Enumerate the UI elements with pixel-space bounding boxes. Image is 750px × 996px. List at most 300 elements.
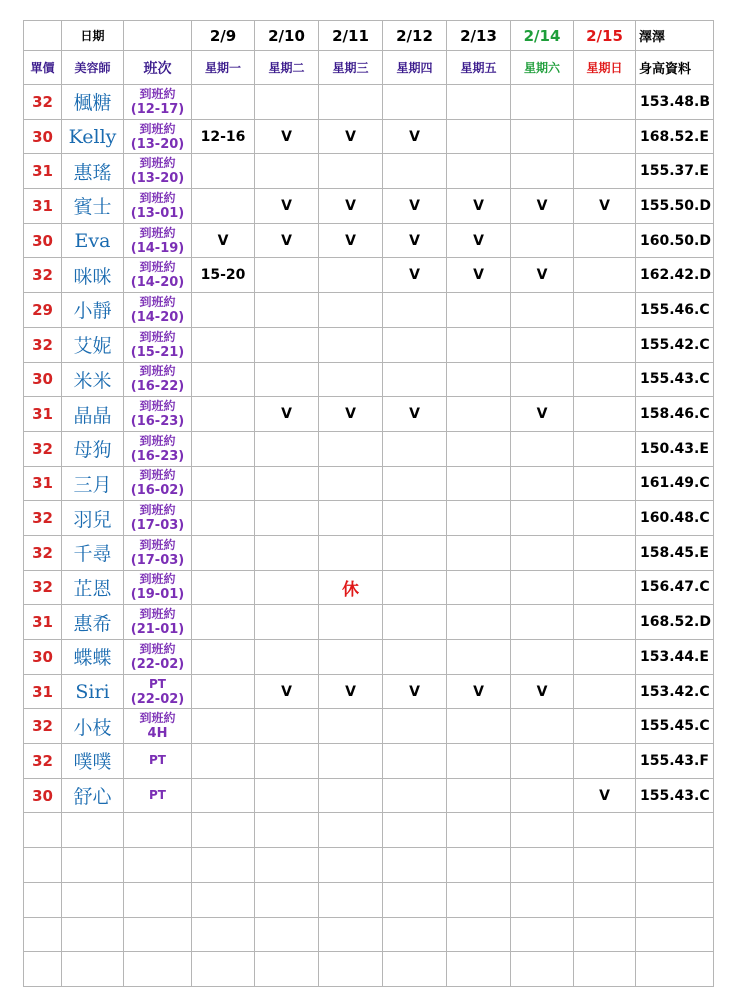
empty-row (24, 882, 714, 917)
day-cell (447, 605, 511, 640)
stylist-name-cell: 舒心 (62, 778, 124, 813)
shift-cell (124, 674, 192, 709)
shift-line-2: (13-20) (130, 136, 185, 152)
table-row (24, 570, 714, 605)
stylist-name-cell: 楓糖 (62, 85, 124, 120)
day-cell (383, 154, 447, 189)
empty-row (24, 848, 714, 883)
day-cell (255, 709, 319, 744)
empty-cell (62, 813, 124, 848)
shift-line-2: (14-19) (130, 240, 185, 256)
day-cell (383, 466, 447, 501)
table-row (24, 431, 714, 466)
shift-cell (124, 466, 192, 501)
shift-line-1: 到班約 (139, 294, 176, 309)
stylist-name-cell: 羽兒 (62, 501, 124, 536)
table-row (24, 535, 714, 570)
day-cell: V (383, 223, 447, 258)
day-cell (192, 674, 255, 709)
price-cell: 29 (24, 293, 62, 328)
day-cell (574, 397, 636, 432)
date-header-sunday: 2/15 (574, 21, 636, 51)
empty-cell (383, 882, 447, 917)
empty-cell (319, 848, 383, 883)
day-cell (255, 85, 319, 120)
corner-label: 澤澤 (636, 21, 714, 51)
shift-line-2: (14-20) (130, 309, 185, 325)
day-cell (319, 535, 383, 570)
height-data-cell: 156.47.C (636, 570, 714, 605)
table-row (24, 501, 714, 536)
day-cell (383, 431, 447, 466)
shift-line-1: 到班約 (139, 86, 176, 101)
day-cell (255, 431, 319, 466)
day-cell (192, 605, 255, 640)
price-cell: 31 (24, 674, 62, 709)
day-cell (255, 154, 319, 189)
stylist-name-cell: 惠瑤 (62, 154, 124, 189)
table-row (24, 362, 714, 397)
price-cell: 32 (24, 431, 62, 466)
day-cell (192, 640, 255, 675)
price-cell: 32 (24, 258, 62, 293)
shift-line-1: 到班約 (139, 433, 176, 448)
empty-cell (24, 848, 62, 883)
day-cell (511, 431, 574, 466)
empty-cell (24, 952, 62, 987)
shift-line-2: (15-21) (130, 344, 185, 360)
shift-line-1: 到班約 (139, 329, 176, 344)
day-cell (511, 154, 574, 189)
day-cell: V (192, 223, 255, 258)
day-cell (511, 744, 574, 779)
shift-line-1: 到班約 (139, 607, 176, 622)
shift-line-2: (16-22) (130, 379, 185, 395)
day-cell: V (319, 674, 383, 709)
shift-line-2: (22-02) (130, 691, 185, 707)
day-cell (319, 778, 383, 813)
shift-cell (124, 189, 192, 224)
height-data-cell: 160.50.D (636, 223, 714, 258)
day-cell (574, 674, 636, 709)
shift-cell (124, 778, 192, 813)
empty-cell (383, 952, 447, 987)
day-cell (319, 327, 383, 362)
empty-cell (124, 848, 192, 883)
price-cell: 31 (24, 154, 62, 189)
table-row (24, 605, 714, 640)
schedule-table (23, 20, 714, 987)
empty-row (24, 952, 714, 987)
table-row (24, 640, 714, 675)
header-blank-cell (24, 21, 62, 51)
empty-cell (636, 848, 714, 883)
header-row-dates (24, 21, 714, 51)
shift-line-1: 到班約 (139, 190, 176, 205)
empty-cell (192, 848, 255, 883)
table-row (24, 778, 714, 813)
height-data-cell: 168.52.E (636, 119, 714, 154)
empty-cell (511, 848, 574, 883)
empty-cell (574, 813, 636, 848)
day-cell (192, 189, 255, 224)
day-cell (192, 744, 255, 779)
day-cell: V (383, 119, 447, 154)
shift-line-2: (14-20) (130, 275, 185, 291)
empty-cell (62, 917, 124, 952)
day-cell: V (574, 778, 636, 813)
day-cell: V (511, 674, 574, 709)
shift-line-1: PT (149, 753, 166, 768)
day-cell: V (319, 119, 383, 154)
price-cell: 32 (24, 535, 62, 570)
height-data-cell: 155.42.C (636, 327, 714, 362)
height-data-cell: 155.50.D (636, 189, 714, 224)
date-header-saturday: 2/14 (511, 21, 574, 51)
empty-cell (255, 882, 319, 917)
shift-cell (124, 154, 192, 189)
day-cell (447, 778, 511, 813)
shift-cell (124, 501, 192, 536)
empty-cell (383, 813, 447, 848)
day-cell (192, 778, 255, 813)
day-cell: 12-16 (192, 119, 255, 154)
price-cell: 32 (24, 327, 62, 362)
shift-line-1: PT (149, 676, 166, 691)
shift-line-2: (17-03) (130, 552, 185, 568)
day-cell (383, 362, 447, 397)
day-cell (511, 778, 574, 813)
price-cell: 30 (24, 778, 62, 813)
shift-line-2: (16-02) (130, 483, 185, 499)
shift-cell (124, 744, 192, 779)
height-data-cell: 155.37.E (636, 154, 714, 189)
empty-cell (319, 917, 383, 952)
day-cell (447, 119, 511, 154)
day-cell (511, 119, 574, 154)
day-cell (574, 154, 636, 189)
day-cell (319, 640, 383, 675)
shift-cell (124, 327, 192, 362)
stylist-name-cell: 賓士 (62, 189, 124, 224)
header-blank-cell (124, 21, 192, 51)
empty-cell (447, 882, 511, 917)
day-cell (319, 85, 383, 120)
table-row (24, 189, 714, 224)
shift-cell (124, 431, 192, 466)
empty-cell (447, 952, 511, 987)
shift-line-1: 到班約 (139, 468, 176, 483)
price-cell: 32 (24, 501, 62, 536)
empty-cell (636, 952, 714, 987)
day-cell (447, 501, 511, 536)
stylist-name-cell: Kelly (62, 119, 124, 154)
shift-line-1: 到班約 (139, 711, 176, 726)
stylist-name-cell: 母狗 (62, 431, 124, 466)
day-cell (383, 85, 447, 120)
empty-cell (62, 848, 124, 883)
day-cell (383, 293, 447, 328)
price-cell: 30 (24, 119, 62, 154)
empty-row (24, 813, 714, 848)
day-cell (511, 223, 574, 258)
day-cell: V (255, 397, 319, 432)
shift-line-1: 到班約 (139, 364, 176, 379)
day-cell (574, 223, 636, 258)
day-cell (319, 744, 383, 779)
empty-cell (255, 952, 319, 987)
shift-cell (124, 640, 192, 675)
shift-cell (124, 709, 192, 744)
day-cell (447, 362, 511, 397)
day-cell (255, 362, 319, 397)
table-row (24, 744, 714, 779)
day-cell (255, 327, 319, 362)
height-data-cell: 155.45.C (636, 709, 714, 744)
shift-line-2: (21-01) (130, 622, 185, 638)
day-cell (511, 570, 574, 605)
height-data-cell: 155.43.C (636, 778, 714, 813)
day-cell (255, 258, 319, 293)
day-cell (192, 431, 255, 466)
day-cell: V (447, 258, 511, 293)
height-data-cell: 153.44.E (636, 640, 714, 675)
table-row (24, 327, 714, 362)
price-cell: 32 (24, 570, 62, 605)
height-data-cell: 158.46.C (636, 397, 714, 432)
day-cell (192, 709, 255, 744)
price-cell: 31 (24, 397, 62, 432)
shift-cell (124, 535, 192, 570)
shift-line-1: 到班約 (139, 641, 176, 656)
day-cell (192, 362, 255, 397)
stylist-name-cell: 小靜 (62, 293, 124, 328)
day-cell: V (447, 223, 511, 258)
shift-line-1: PT (149, 788, 166, 803)
header-row-weekdays (24, 51, 714, 85)
height-data-cell: 150.43.E (636, 431, 714, 466)
empty-row (24, 917, 714, 952)
shift-line-1: 到班約 (139, 260, 176, 275)
weekday-header-sunday: 星期日 (574, 51, 636, 85)
day-cell (192, 570, 255, 605)
data-header: 身高資料 (636, 51, 714, 85)
day-cell (511, 327, 574, 362)
shift-line-2: 4H (147, 726, 168, 742)
empty-cell (636, 813, 714, 848)
weekday-header: 星期一 (192, 51, 255, 85)
day-cell (255, 293, 319, 328)
shift-header: 班次 (124, 51, 192, 85)
height-data-cell: 168.52.D (636, 605, 714, 640)
day-cell (574, 258, 636, 293)
price-cell: 30 (24, 362, 62, 397)
price-cell: 32 (24, 709, 62, 744)
empty-cell (574, 952, 636, 987)
shift-line-2: (22-02) (130, 656, 185, 672)
shift-line-2: (16-23) (130, 414, 185, 430)
day-cell (192, 154, 255, 189)
empty-cell (636, 882, 714, 917)
empty-cell (574, 917, 636, 952)
date-header: 2/11 (319, 21, 383, 51)
day-cell (255, 744, 319, 779)
empty-cell (319, 813, 383, 848)
shift-line-1: 到班約 (139, 537, 176, 552)
day-cell (319, 431, 383, 466)
empty-cell (24, 813, 62, 848)
stylist-name-cell: 咪咪 (62, 258, 124, 293)
height-data-cell: 160.48.C (636, 501, 714, 536)
empty-cell (511, 952, 574, 987)
day-cell (574, 327, 636, 362)
shift-cell (124, 223, 192, 258)
date-header: 2/12 (383, 21, 447, 51)
empty-cell (319, 952, 383, 987)
day-cell: V (319, 397, 383, 432)
shift-line-2: (13-01) (130, 205, 185, 221)
stylist-name-cell: 晶晶 (62, 397, 124, 432)
stylist-name-cell: 千尋 (62, 535, 124, 570)
empty-cell (383, 917, 447, 952)
shift-cell (124, 293, 192, 328)
day-cell: V (383, 397, 447, 432)
day-cell (511, 709, 574, 744)
weekday-header: 星期四 (383, 51, 447, 85)
empty-cell (447, 813, 511, 848)
date-header: 2/9 (192, 21, 255, 51)
day-cell (192, 501, 255, 536)
day-cell (447, 535, 511, 570)
day-cell (319, 362, 383, 397)
height-data-cell: 155.46.C (636, 293, 714, 328)
empty-cell (124, 952, 192, 987)
day-cell (574, 501, 636, 536)
height-data-cell: 153.42.C (636, 674, 714, 709)
table-row (24, 119, 714, 154)
shift-cell (124, 570, 192, 605)
day-cell: V (255, 189, 319, 224)
day-cell: V (574, 189, 636, 224)
shift-cell (124, 362, 192, 397)
day-cell (511, 640, 574, 675)
day-cell (383, 640, 447, 675)
empty-cell (24, 917, 62, 952)
empty-cell (124, 813, 192, 848)
price-cell: 30 (24, 640, 62, 675)
day-cell: V (319, 223, 383, 258)
day-cell (255, 570, 319, 605)
date-header: 2/13 (447, 21, 511, 51)
day-cell (447, 640, 511, 675)
day-cell (574, 709, 636, 744)
stylist-name-cell: 芷恩 (62, 570, 124, 605)
day-cell (574, 744, 636, 779)
empty-cell (574, 882, 636, 917)
table-row (24, 674, 714, 709)
day-cell (511, 293, 574, 328)
empty-cell (192, 917, 255, 952)
day-cell: V (255, 674, 319, 709)
shift-cell (124, 85, 192, 120)
day-cell (192, 535, 255, 570)
table-row (24, 258, 714, 293)
price-cell: 32 (24, 85, 62, 120)
day-cell (511, 466, 574, 501)
stylist-name-cell: 噗噗 (62, 744, 124, 779)
shift-line-2: (17-03) (130, 518, 185, 534)
height-data-cell: 161.49.C (636, 466, 714, 501)
shift-line-1: 到班約 (139, 225, 176, 240)
day-cell (319, 293, 383, 328)
day-cell (383, 570, 447, 605)
day-cell: V (447, 674, 511, 709)
day-cell (574, 570, 636, 605)
day-cell: V (383, 674, 447, 709)
empty-cell (192, 952, 255, 987)
day-cell (383, 744, 447, 779)
empty-cell (124, 882, 192, 917)
day-cell (574, 431, 636, 466)
day-cell (319, 605, 383, 640)
day-cell: V (255, 223, 319, 258)
height-data-cell: 162.42.D (636, 258, 714, 293)
empty-cell (319, 882, 383, 917)
day-cell (383, 605, 447, 640)
empty-cell (192, 882, 255, 917)
table-row (24, 154, 714, 189)
day-cell (319, 709, 383, 744)
table-row (24, 85, 714, 120)
empty-cell (574, 848, 636, 883)
day-cell: 15-20 (192, 258, 255, 293)
day-cell (383, 501, 447, 536)
price-cell: 31 (24, 466, 62, 501)
day-cell (319, 154, 383, 189)
day-cell: 休 (319, 570, 383, 605)
day-cell (192, 466, 255, 501)
height-data-cell: 155.43.F (636, 744, 714, 779)
day-cell (574, 293, 636, 328)
day-cell: V (511, 397, 574, 432)
day-cell (319, 466, 383, 501)
day-cell: V (383, 189, 447, 224)
empty-cell (255, 848, 319, 883)
price-cell: 31 (24, 605, 62, 640)
weekday-header-saturday: 星期六 (511, 51, 574, 85)
shift-cell (124, 258, 192, 293)
day-cell (383, 535, 447, 570)
day-cell (447, 466, 511, 501)
day-cell (447, 293, 511, 328)
shift-line-2: (13-20) (130, 171, 185, 187)
height-data-cell: 155.43.C (636, 362, 714, 397)
day-cell (383, 778, 447, 813)
day-cell (192, 85, 255, 120)
table-row (24, 397, 714, 432)
stylist-name-cell: 小枝 (62, 709, 124, 744)
height-data-cell: 158.45.E (636, 535, 714, 570)
shift-line-1: 到班約 (139, 399, 176, 414)
shift-line-1: 到班約 (139, 503, 176, 518)
shift-line-2: (12-17) (130, 101, 185, 117)
weekday-header: 星期五 (447, 51, 511, 85)
day-cell (447, 397, 511, 432)
day-cell (574, 362, 636, 397)
weekday-header: 星期二 (255, 51, 319, 85)
day-cell (255, 501, 319, 536)
empty-cell (511, 917, 574, 952)
